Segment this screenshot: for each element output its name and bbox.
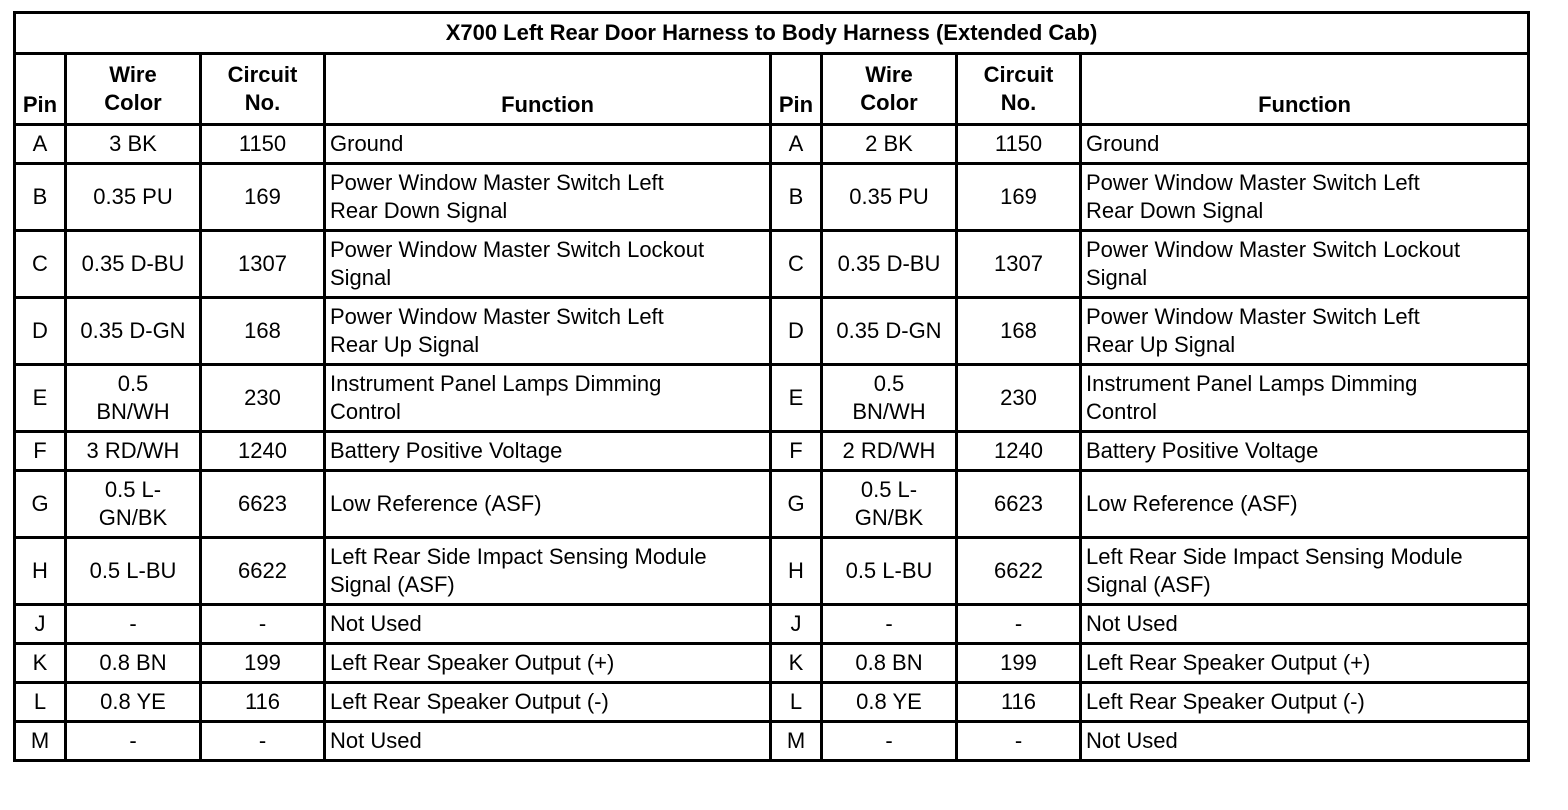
wire-color-cell: 0.5 L-BU xyxy=(822,538,957,605)
wire-color-cell: 0.5 BN/WH xyxy=(822,365,957,432)
pin-cell: B xyxy=(15,164,66,231)
wire-color-cell: 0.5 L-BU xyxy=(66,538,201,605)
function-cell: Power Window Master Switch Lockout Signal xyxy=(325,231,771,298)
pin-cell: L xyxy=(771,683,822,722)
header-circuit-no: Circuit No. xyxy=(957,54,1081,125)
header-wire-color: Wire Color xyxy=(66,54,201,125)
wire-color-cell: 0.35 D-GN xyxy=(822,298,957,365)
circuit-cell: 1150 xyxy=(201,125,325,164)
table-row xyxy=(15,231,1529,298)
circuit-cell: - xyxy=(201,722,325,761)
wire-color-cell: 0.35 PU xyxy=(822,164,957,231)
circuit-cell: 199 xyxy=(201,644,325,683)
pin-cell: A xyxy=(771,125,822,164)
function-cell: Left Rear Speaker Output (-) xyxy=(325,683,771,722)
wire-color-cell: 2 BK xyxy=(822,125,957,164)
circuit-cell: 199 xyxy=(957,644,1081,683)
wire-color-cell: 0.5 L- GN/BK xyxy=(66,471,201,538)
function-cell: Low Reference (ASF) xyxy=(1081,471,1529,538)
circuit-cell: 6622 xyxy=(201,538,325,605)
circuit-cell: - xyxy=(201,605,325,644)
circuit-cell: 6622 xyxy=(957,538,1081,605)
function-cell: Power Window Master Switch Left Rear Down Signal xyxy=(1081,164,1529,231)
function-cell: Instrument Panel Lamps Dimming Control xyxy=(1081,365,1529,432)
circuit-cell: 116 xyxy=(201,683,325,722)
table-row xyxy=(15,432,1529,471)
function-cell: Power Window Master Switch Lockout Signal xyxy=(1081,231,1529,298)
pin-cell: C xyxy=(15,231,66,298)
pin-cell: E xyxy=(15,365,66,432)
function-cell: Power Window Master Switch Left Rear Up Signal xyxy=(1081,298,1529,365)
function-cell: Instrument Panel Lamps Dimming Control xyxy=(325,365,771,432)
pin-cell: G xyxy=(771,471,822,538)
pin-cell: M xyxy=(771,722,822,761)
wire-color-cell: 0.8 YE xyxy=(66,683,201,722)
circuit-cell: 1307 xyxy=(201,231,325,298)
wire-color-cell: 0.35 D-BU xyxy=(822,231,957,298)
circuit-cell: 168 xyxy=(957,298,1081,365)
function-cell: Power Window Master Switch Left Rear Down Signal xyxy=(325,164,771,231)
function-cell: Left Rear Side Impact Sensing Module Signal (ASF) xyxy=(325,538,771,605)
function-cell: Left Rear Side Impact Sensing Module Signal (ASF) xyxy=(1081,538,1529,605)
table-row xyxy=(15,722,1529,761)
wire-color-cell: 0.8 YE xyxy=(822,683,957,722)
table-title: X700 Left Rear Door Harness to Body Harness (Extended Cab) xyxy=(15,13,1529,54)
circuit-cell: 116 xyxy=(957,683,1081,722)
table-row xyxy=(15,164,1529,231)
table-row xyxy=(15,365,1529,432)
pin-cell: E xyxy=(771,365,822,432)
function-cell: Low Reference (ASF) xyxy=(325,471,771,538)
function-cell: Ground xyxy=(325,125,771,164)
table-row xyxy=(15,683,1529,722)
wire-color-cell: 0.8 BN xyxy=(66,644,201,683)
circuit-cell: 6623 xyxy=(957,471,1081,538)
pin-cell: D xyxy=(15,298,66,365)
function-cell: Not Used xyxy=(325,605,771,644)
header-function: Function xyxy=(1081,54,1529,125)
table-row xyxy=(15,125,1529,164)
pin-cell: H xyxy=(15,538,66,605)
circuit-cell: 169 xyxy=(957,164,1081,231)
wire-color-cell: - xyxy=(822,722,957,761)
table-row xyxy=(15,538,1529,605)
wire-color-cell: 3 RD/WH xyxy=(66,432,201,471)
circuit-cell: - xyxy=(957,722,1081,761)
function-cell: Not Used xyxy=(1081,605,1529,644)
circuit-cell: 1150 xyxy=(957,125,1081,164)
circuit-cell: 6623 xyxy=(201,471,325,538)
circuit-cell: 230 xyxy=(201,365,325,432)
function-cell: Battery Positive Voltage xyxy=(325,432,771,471)
function-cell: Not Used xyxy=(325,722,771,761)
pin-cell: J xyxy=(15,605,66,644)
circuit-cell: - xyxy=(957,605,1081,644)
table-row xyxy=(15,605,1529,644)
table-row xyxy=(15,644,1529,683)
wire-color-cell: - xyxy=(66,605,201,644)
pin-cell: A xyxy=(15,125,66,164)
circuit-cell: 230 xyxy=(957,365,1081,432)
header-circuit-no: Circuit No. xyxy=(201,54,325,125)
pin-cell: F xyxy=(15,432,66,471)
connector-table xyxy=(13,11,1530,762)
wire-color-cell: 0.5 BN/WH xyxy=(66,365,201,432)
pin-cell: G xyxy=(15,471,66,538)
pin-cell: K xyxy=(15,644,66,683)
table-row xyxy=(15,471,1529,538)
wire-color-cell: 0.35 PU xyxy=(66,164,201,231)
header-pin: Pin xyxy=(771,54,822,125)
wire-color-cell: 0.8 BN xyxy=(822,644,957,683)
circuit-cell: 1240 xyxy=(957,432,1081,471)
wire-color-cell: 3 BK xyxy=(66,125,201,164)
circuit-cell: 1307 xyxy=(957,231,1081,298)
function-cell: Left Rear Speaker Output (+) xyxy=(1081,644,1529,683)
wire-color-cell: 0.35 D-GN xyxy=(66,298,201,365)
function-cell: Battery Positive Voltage xyxy=(1081,432,1529,471)
header-pin: Pin xyxy=(15,54,66,125)
wire-color-cell: - xyxy=(822,605,957,644)
pin-cell: M xyxy=(15,722,66,761)
function-cell: Left Rear Speaker Output (-) xyxy=(1081,683,1529,722)
header-wire-color: Wire Color xyxy=(822,54,957,125)
function-cell: Ground xyxy=(1081,125,1529,164)
wire-color-cell: - xyxy=(66,722,201,761)
pin-cell: J xyxy=(771,605,822,644)
wire-color-cell: 0.5 L- GN/BK xyxy=(822,471,957,538)
pin-cell: L xyxy=(15,683,66,722)
circuit-cell: 1240 xyxy=(201,432,325,471)
pin-cell: D xyxy=(771,298,822,365)
pin-cell: C xyxy=(771,231,822,298)
pin-cell: B xyxy=(771,164,822,231)
wire-color-cell: 2 RD/WH xyxy=(822,432,957,471)
function-cell: Power Window Master Switch Left Rear Up Signal xyxy=(325,298,771,365)
circuit-cell: 168 xyxy=(201,298,325,365)
circuit-cell: 169 xyxy=(201,164,325,231)
function-cell: Not Used xyxy=(1081,722,1529,761)
pin-cell: H xyxy=(771,538,822,605)
table-row xyxy=(15,298,1529,365)
wire-color-cell: 0.35 D-BU xyxy=(66,231,201,298)
pin-cell: K xyxy=(771,644,822,683)
header-function: Function xyxy=(325,54,771,125)
pin-cell: F xyxy=(771,432,822,471)
function-cell: Left Rear Speaker Output (+) xyxy=(325,644,771,683)
